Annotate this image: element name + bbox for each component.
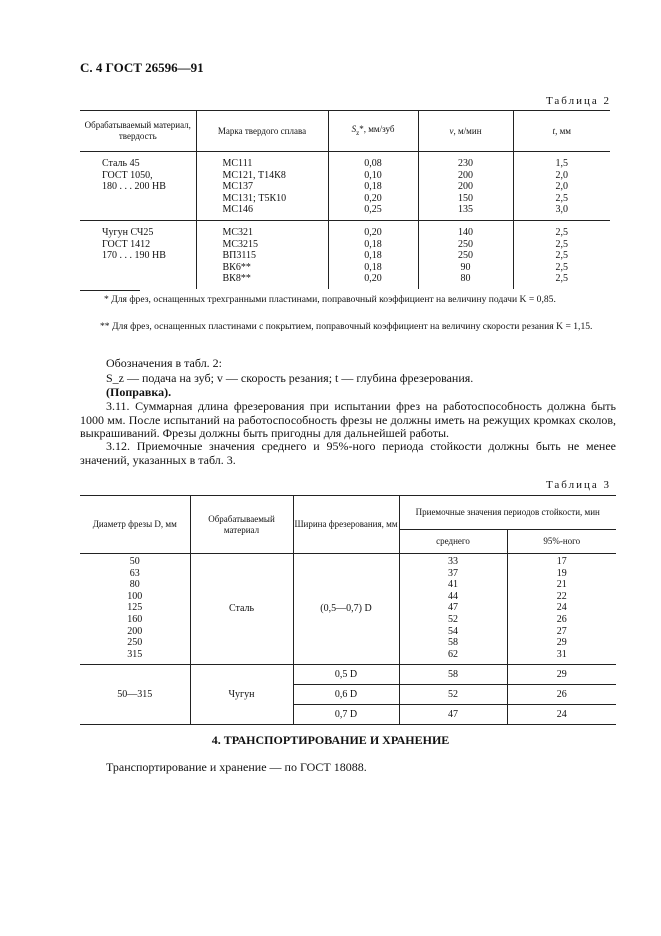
amendment-note: (Поправка).	[106, 385, 172, 399]
t2-sz-cell: 0,20 0,18 0,18 0,18 0,20	[328, 220, 418, 288]
t3-steel-row	[80, 554, 616, 665]
footnote-1: * Для фрез, оснащенных трехгранными пластинами, поправочный коэффициент на величину подачи K = 0,85.	[104, 294, 556, 305]
t2-material-cell: Чугун СЧ25 ГОСТ 1412 170 . . . 190 НВ	[80, 220, 196, 288]
t2-marks-cell: МС321 МС3215 ВП3115 ВК6** ВК8**	[196, 220, 328, 288]
t3-avg-cell: 33 37 41 44 47 52 54 58 62	[399, 554, 507, 665]
t3-iron-p95: 29	[507, 665, 616, 685]
t3-p95-cell: 17 19 21 22 24 26 27 29 31	[507, 554, 616, 665]
t2-group-steel	[80, 152, 610, 221]
t3-iron-avg: 58	[399, 665, 507, 685]
t3-iron-material: Чугун	[190, 665, 293, 725]
t3-steel-width: (0,5—0,7) D	[293, 554, 399, 665]
t3-steel-material: Сталь	[190, 554, 293, 665]
t2-header-t: t, мм	[513, 111, 610, 152]
t3-diameters-cell: 50 63 80 100 125 160 200 250 315	[80, 554, 190, 665]
table3-caption: Таблица 3	[545, 479, 611, 491]
table2-caption: Таблица 2	[545, 95, 611, 107]
t2-marks-cell: МС111 МС121, Т14К8 МС137 МС131; Т5К10 МС146	[196, 152, 328, 221]
t2-material-cell: Сталь 45 ГОСТ 1050, 180 . . . 200 НВ	[102, 158, 166, 193]
t3-iron-avg: 47	[399, 705, 507, 725]
footnote-2: ** Для фрез, оснащенных пластинами с покрытием, поправочный коэффициент на величину скорости резания K = 1,15.	[100, 321, 593, 332]
t3-header-material: Обрабатываемый материал	[190, 496, 293, 554]
t2-v-cell: 140 250 250 90 80	[418, 220, 513, 288]
t2-header-sz: $S_z*$, мм/зуб	[328, 111, 418, 152]
t2-v-cell: 230 200 200 150 135	[418, 152, 513, 221]
page-header: С. 4 ГОСТ 26596—91	[80, 60, 204, 75]
t3-iron-width: 0,5 D	[293, 665, 399, 685]
t3-header-diameter: Диаметр фрезы D, мм	[80, 496, 190, 554]
paragraph-3-11: 3.11. Суммарная длина фрезерования при испытании фрез на работоспособность должна быть 1000 мм. После испытаний на работоспособность фрезы не должны иметь на режущих кромках сколов, выкрашиваний. Фрезы должны быть пригодны для дальнейшей работы.	[80, 399, 616, 440]
t2-header-mark: Марка твердого сплава	[196, 111, 328, 152]
t3-iron-p95: 26	[507, 685, 616, 705]
section-title: 4. ТРАНСПОРТИРОВАНИЕ И ХРАНЕНИЕ	[211, 733, 450, 747]
paragraph-3-12: 3.12. Приемочные значения среднего и 95%-ного периода стойкости должны быть не менее значений, указанных в табл. 3.	[80, 439, 616, 467]
footnote-divider	[80, 290, 140, 291]
t3-header-95: 95%-ного	[507, 530, 616, 554]
t2-sz-cell: 0,08 0,10 0,18 0,20 0,25	[328, 152, 418, 221]
t2-t-cell: 1,5 2,0 2,0 2,5 3,0	[513, 152, 610, 221]
t2-t-cell: 2,5 2,5 2,5 2,5 2,5	[513, 220, 610, 288]
t2-group-iron	[80, 220, 610, 288]
t3-header-width: Ширина фрезерования, мм	[293, 496, 399, 554]
section-text: Транспортирование и хранение — по ГОСТ 18088.	[106, 760, 367, 774]
t3-header-periods: Приемочные значения периодов стойкости, мин	[399, 496, 616, 530]
t2-header-material: Обрабатываемый материал, твердость	[80, 111, 196, 152]
t3-iron-width: 0,7 D	[293, 705, 399, 725]
t3-iron-width: 0,6 D	[293, 685, 399, 705]
t2-header-v: v, м/мин	[418, 111, 513, 152]
t3-iron-row-1	[80, 665, 616, 685]
t3-iron-p95: 24	[507, 705, 616, 725]
t3-iron-avg: 52	[399, 685, 507, 705]
t3-iron-diameter: 50—315	[80, 665, 190, 725]
t3-header-average: среднего	[399, 530, 507, 554]
notation-line: S_z — подача на зуб; v — скорость резания; t — глубина фрезерования.	[106, 371, 474, 385]
notation-title: Обозначения в табл. 2:	[106, 356, 223, 370]
table-2	[80, 110, 610, 289]
table-3	[80, 495, 616, 725]
